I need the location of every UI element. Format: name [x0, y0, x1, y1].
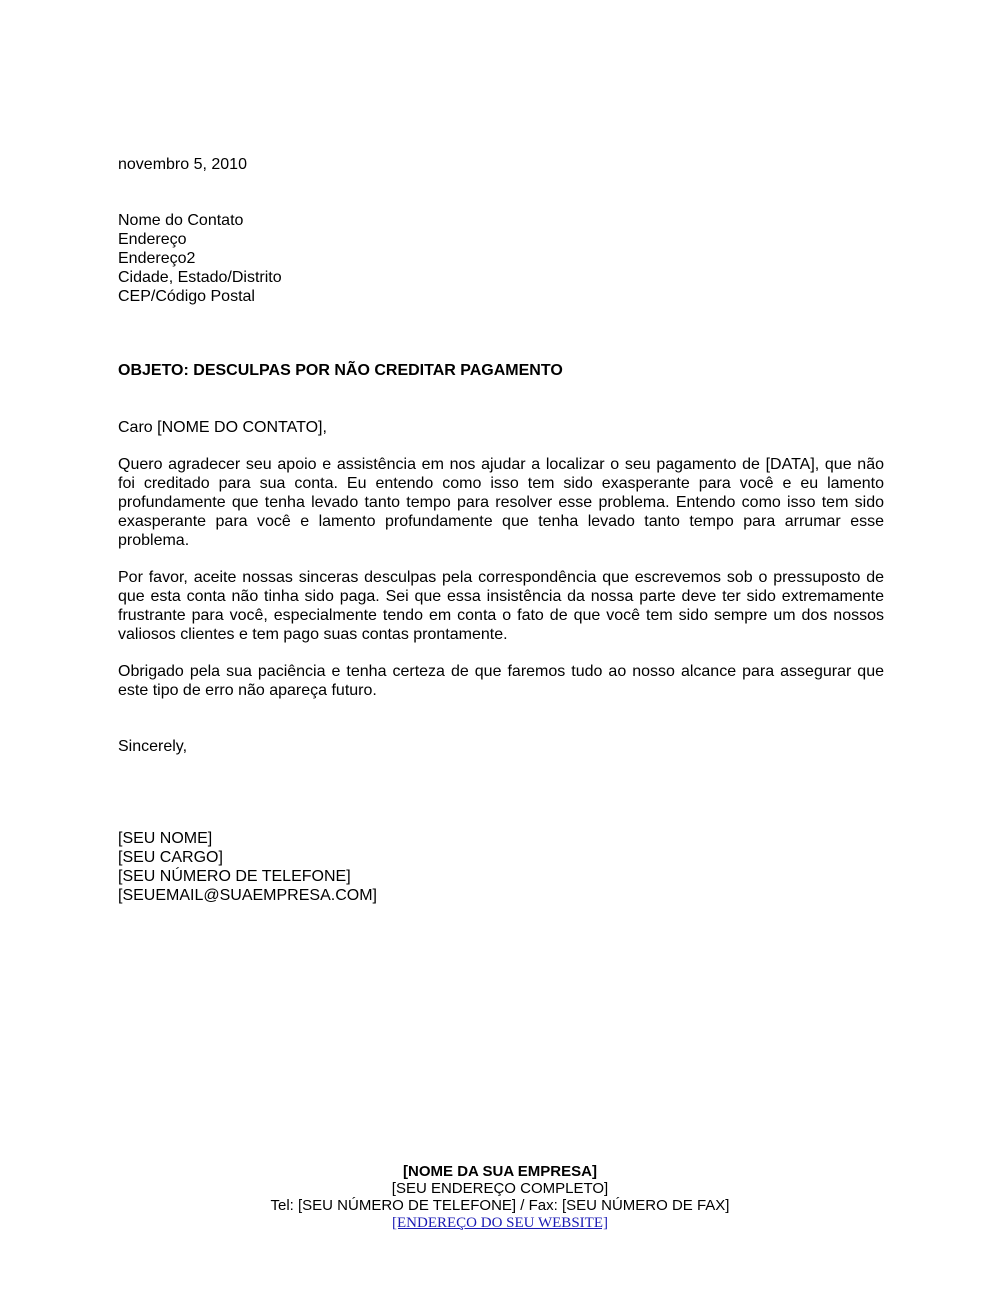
footer-website-link[interactable]: [ENDEREÇO DO SEU WEBSITE]	[392, 1215, 608, 1231]
signature-title: [SEU CARGO]	[118, 849, 223, 866]
body-paragraph: Obrigado pela sua paciência e tenha certeza de que faremos tudo ao nosso alcance para assegurar que este tipo de erro não apareça futuro.	[118, 663, 884, 699]
footer-company-name: [NOME DA SUA EMPRESA]	[403, 1163, 597, 1180]
signature-name: [SEU NOME]	[118, 830, 213, 847]
recipient-postal-code: CEP/Código Postal	[118, 288, 255, 305]
footer-contact: Tel: [SEU NÚMERO DE TELEFONE] / Fax: [SEU NÚMERO DE FAX]	[270, 1197, 730, 1214]
letter-date: novembro 5, 2010	[118, 156, 247, 173]
recipient-address	[118, 211, 884, 306]
footer-address: [SEU ENDEREÇO COMPLETO]	[391, 1180, 609, 1197]
body-paragraph: Quero agradecer seu apoio e assistência em nos ajudar a localizar o seu pagamento de [DATA], que não foi creditado para sua conta. Eu entendo como isso tem sido exasperante para você e eu lamento profundamente que tenha levado tanto tempo para resolver esse problema. Entendo como isso tem sido exasperante para você e lamento profundamente que tenha levado tanto tempo para arrumar esse problema.	[118, 456, 884, 549]
signature-email: [SEUEMAIL@SUAEMPRESA.COM]	[118, 887, 377, 904]
letter-closing: Sincerely,	[118, 738, 188, 755]
letter-salutation: Caro [NOME DO CONTATO],	[118, 419, 327, 436]
body-paragraph: Por favor, aceite nossas sinceras desculpas pela correspondência que escrevemos sob o pressuposto de que esta conta não tinha sido paga. Sei que essa insistência da nossa parte deve ter sido extremamente frustrante para você, especialmente tendo em conta o fato de que você tem sido sempre um dos nossos valiosos clientes e tem pago suas contas prontamente.	[118, 569, 884, 643]
company-footer	[0, 1163, 1000, 1232]
recipient-address-line2: Endereço2	[118, 250, 196, 267]
recipient-city-state: Cidade, Estado/Distrito	[118, 269, 282, 286]
recipient-name: Nome do Contato	[118, 212, 244, 229]
recipient-address-line1: Endereço	[118, 231, 187, 248]
signature-phone: [SEU NÚMERO DE TELEFONE]	[118, 868, 351, 885]
letter-subject: OBJETO: DESCULPAS POR NÃO CREDITAR PAGAMENTO	[118, 362, 563, 379]
signature-block	[118, 829, 884, 905]
